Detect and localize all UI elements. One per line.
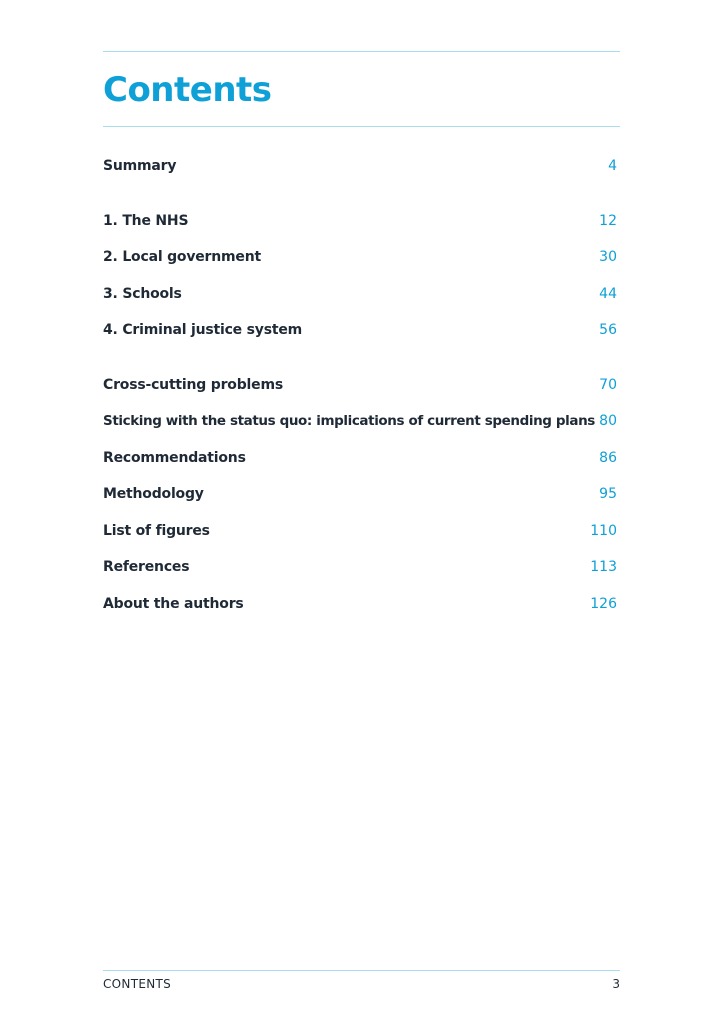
toc-entry-label: References bbox=[103, 559, 190, 575]
toc-entry-label: Cross-cutting problems bbox=[103, 377, 283, 393]
toc-entry-page: 12 bbox=[599, 213, 617, 229]
toc-entry-label: Methodology bbox=[103, 486, 204, 502]
footer-section-label: CONTENTS bbox=[103, 977, 172, 991]
toc-entry-summary[interactable] bbox=[103, 155, 617, 177]
page-title: Contents bbox=[103, 70, 272, 110]
toc-entry-page: 4 bbox=[608, 158, 617, 174]
toc-entry-references[interactable] bbox=[103, 556, 617, 578]
toc-entry-label: Sticking with the status quo: implications of current spending plans bbox=[103, 413, 595, 429]
toc-entry-label: 2. Local government bbox=[103, 249, 261, 265]
toc-entry-label: 1. The NHS bbox=[103, 213, 189, 229]
toc-entry-schools[interactable] bbox=[103, 283, 617, 305]
top-divider bbox=[103, 51, 620, 52]
toc-entry-page: 56 bbox=[599, 322, 617, 338]
toc-entry-label: About the authors bbox=[103, 596, 244, 612]
toc-entry-page: 95 bbox=[599, 486, 617, 502]
toc-entry-page: 110 bbox=[590, 523, 617, 539]
toc-entry-methodology[interactable] bbox=[103, 483, 617, 505]
toc-entry-cross-cutting[interactable] bbox=[103, 374, 617, 396]
toc-entry-label: List of figures bbox=[103, 523, 210, 539]
toc-entry-label: Recommendations bbox=[103, 450, 246, 466]
title-divider bbox=[103, 126, 620, 127]
toc-entry-page: 80 bbox=[599, 413, 617, 429]
toc-entry-local-government[interactable] bbox=[103, 246, 617, 268]
toc-entry-page: 113 bbox=[590, 559, 617, 575]
toc-entry-page: 30 bbox=[599, 249, 617, 265]
toc-entry-page: 44 bbox=[599, 286, 617, 302]
toc-entry-page: 70 bbox=[599, 377, 617, 393]
toc-entry-about-the-authors[interactable] bbox=[103, 593, 617, 615]
toc-entry-page: 126 bbox=[590, 596, 617, 612]
toc-entry-nhs[interactable] bbox=[103, 210, 617, 232]
footer-divider bbox=[103, 970, 620, 971]
toc-entry-status-quo[interactable] bbox=[103, 410, 617, 432]
toc-entry-recommendations[interactable] bbox=[103, 447, 617, 469]
toc-entry-criminal-justice[interactable] bbox=[103, 319, 617, 341]
toc-entry-label: 4. Criminal justice system bbox=[103, 322, 303, 338]
toc-entry-label: 3. Schools bbox=[103, 286, 182, 302]
toc-entry-list-of-figures[interactable] bbox=[103, 520, 617, 542]
toc-entry-page: 86 bbox=[599, 450, 617, 466]
footer-page-number: 3 bbox=[612, 977, 620, 991]
toc-entry-label: Summary bbox=[103, 158, 177, 174]
